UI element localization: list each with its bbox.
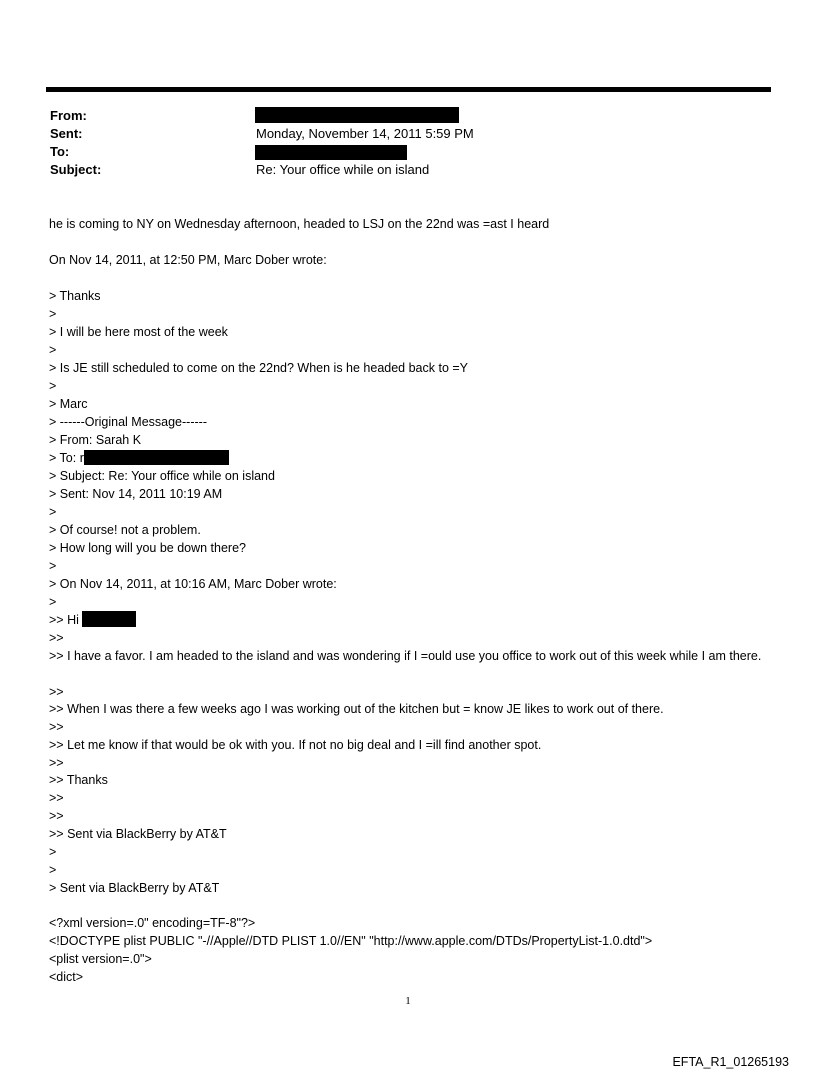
from-redaction [255, 107, 459, 123]
body-line: >> Sent via BlackBerry by AT&T [49, 827, 227, 841]
name-inline-redaction [82, 611, 136, 627]
document-id: EFTA_R1_01265193 [672, 1055, 789, 1069]
body-line: > I will be here most of the week [49, 325, 228, 339]
body-line: > Marc [49, 397, 88, 411]
body-line: > ------Original Message------ [49, 415, 207, 429]
body-line: > [49, 863, 57, 877]
body-line: > How long will you be down there? [49, 541, 246, 555]
body-line: >> [49, 809, 64, 823]
body-line: <?xml version=.0" encoding=TF-8"?> [49, 916, 256, 930]
body-line: >> [49, 791, 64, 805]
body-line: > Sent: Nov 14, 2011 10:19 AM [49, 487, 223, 501]
to-inline-redaction [84, 450, 229, 465]
body-line: > [49, 595, 57, 609]
page-number: 1 [405, 995, 411, 1007]
body-line: On Nov 14, 2011, at 12:50 PM, Marc Dober wrote: [49, 253, 327, 267]
body-line: > [49, 379, 57, 393]
to-label: To: [50, 144, 70, 159]
body-line: he is coming to NY on Wednesday afternoon, headed to LSJ on the 22nd was =ast I heard [49, 217, 550, 231]
body-line: > From: Sarah K [49, 433, 142, 447]
body-line: >> Thanks [49, 773, 108, 787]
body-line: <dict> [49, 970, 84, 984]
body-line: > On Nov 14, 2011, at 10:16 AM, Marc Dober wrote: [49, 577, 337, 591]
body-line-text: > To: r [49, 451, 84, 465]
body-line: >> [49, 631, 64, 645]
subject-label: Subject: [50, 162, 102, 177]
body-line: > Sent via BlackBerry by AT&T [49, 881, 220, 895]
body-line: > [49, 505, 57, 519]
body-line: > Of course! not a problem. [49, 523, 201, 537]
body-line: > [49, 559, 57, 573]
from-label: From: [50, 108, 87, 123]
body-line: >> Let me know if that would be ok with you. If not no big deal and I =ill find another spot. [49, 738, 542, 752]
body-line: >> When I was there a few weeks ago I was working out of the kitchen but = know JE likes to work out of there. [49, 702, 664, 716]
body-line: >> [49, 756, 64, 770]
body-line: > [49, 845, 57, 859]
body-line: > [49, 307, 57, 321]
body-line: > Is JE still scheduled to come on the 22nd? When is he headed back to =Y [49, 361, 469, 375]
sent-value: Monday, November 14, 2011 5:59 PM [256, 126, 474, 141]
body-line: <!DOCTYPE plist PUBLIC "-//Apple//DTD PLIST 1.0//EN" "http://www.apple.com/DTDs/PropertyList-1.0.dtd"> [49, 934, 653, 948]
body-line: >> I have a favor. I am headed to the island and was wondering if I =ould use you office to work out of this week while I am there. [49, 649, 762, 663]
to-redaction [255, 145, 407, 160]
body-line: > Subject: Re: Your office while on island [49, 469, 275, 483]
body-line-text: >> Hi [49, 613, 79, 627]
body-line-to [49, 449, 229, 467]
body-line: <plist version=.0"> [49, 952, 152, 966]
body-line: >> [49, 720, 64, 734]
header-rule [46, 87, 771, 92]
subject-value: Re: Your office while on island [256, 162, 430, 177]
body-line: >> [49, 685, 64, 699]
body-line: > [49, 343, 57, 357]
body-line: > Thanks [49, 289, 101, 303]
sent-label: Sent: [50, 126, 83, 141]
body-line-hi [49, 611, 136, 629]
